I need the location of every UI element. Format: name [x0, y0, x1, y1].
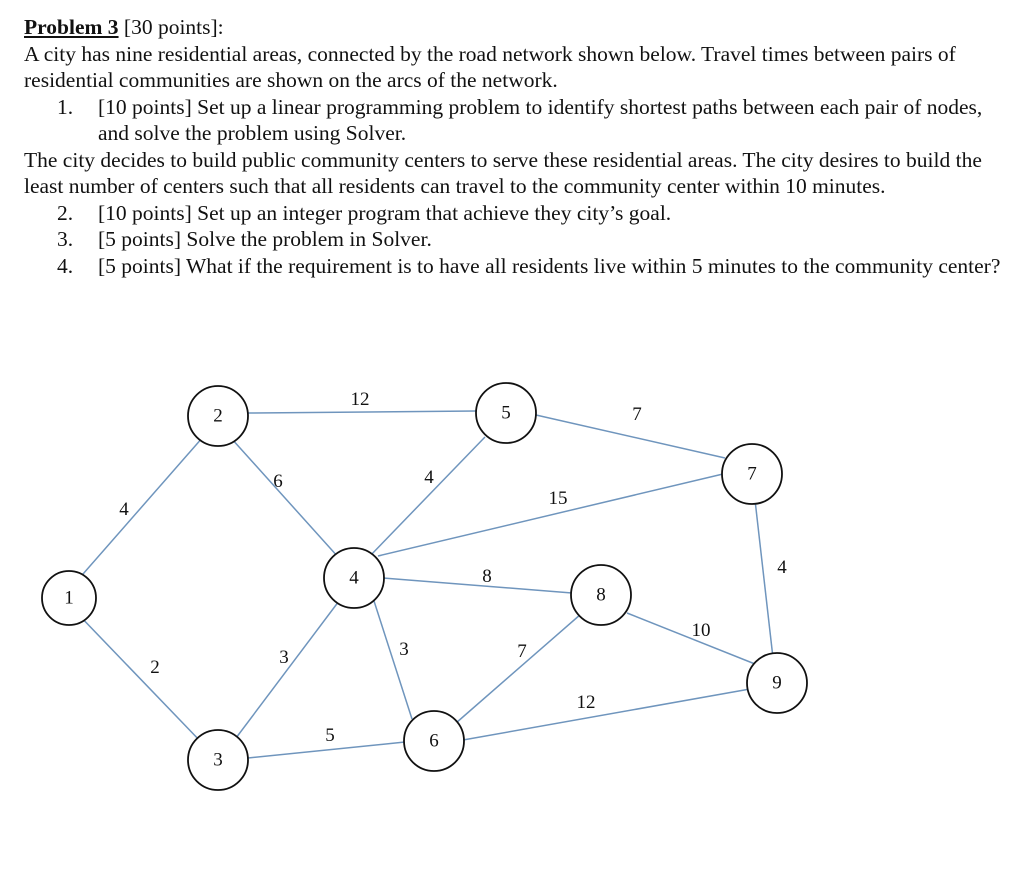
question-text: [10 points] Set up an integer program that achieve they city’s goal.: [98, 200, 672, 225]
question-text: [5 points] What if the requirement is to have all residents live within 5 minutes to the community center?: [98, 253, 1001, 278]
node-label: 4: [349, 567, 359, 589]
edge-weight-1-2: 4: [119, 499, 129, 520]
edge-weight-5-7: 7: [632, 404, 642, 425]
edge-weight-7-9: 4: [777, 557, 787, 578]
node-4: [324, 548, 384, 608]
edge-3-4: [236, 601, 339, 738]
question-number: 2.: [57, 200, 74, 225]
question-number: 3.: [57, 227, 74, 251]
node-5: [476, 383, 536, 443]
edge-weight-4-5: 4: [424, 467, 434, 488]
edge-6-9: [463, 689, 750, 740]
edge-weight-1-3: 2: [150, 657, 160, 678]
middle-paragraph: The city decides to build public community centers to serve these residential areas. The city desires to build the least number of centers such that all residents can travel to the community center within 10 minutes.: [24, 147, 982, 198]
edge-weight-8-9: 10: [691, 620, 711, 641]
question-text: [5 points] Solve the problem in Solver.: [98, 227, 432, 251]
question-number: 4.: [57, 253, 74, 278]
node-label: 8: [596, 584, 606, 606]
node-label: 9: [772, 672, 782, 694]
question-text: [10 points] Set up a linear programming problem to identify shortest paths between each pair of nodes, and solve the problem using Solver.: [98, 94, 983, 145]
edge-weight-4-6: 3: [399, 639, 409, 660]
node-label: 6: [429, 730, 439, 752]
edge-weight-6-8: 7: [517, 641, 527, 662]
node-8: [571, 565, 631, 625]
node-2: [188, 386, 248, 446]
intro-paragraph: A city has nine residential areas, connected by the road network shown below. Travel times between pairs of residential communities are shown on the arcs of the network.: [24, 41, 956, 92]
node-1: [42, 571, 96, 625]
node-label: 1: [64, 587, 74, 609]
node-label: 5: [501, 402, 511, 424]
edge-4-6: [374, 601, 412, 719]
problem-points: [30 points]:: [118, 15, 224, 39]
edge-weight-4-7: 15: [548, 488, 568, 509]
edge-4-8: [383, 578, 572, 593]
problem-label: Problem 3: [24, 15, 119, 39]
edge-5-7: [536, 415, 725, 458]
node-7: [722, 444, 782, 504]
node-label: 7: [747, 463, 757, 485]
node-label: 3: [213, 749, 223, 771]
edge-weight-2-4: 6: [273, 471, 283, 492]
edge-1-3: [76, 612, 203, 744]
edge-2-5: [248, 411, 476, 413]
node-6: [404, 711, 464, 771]
edge-weight-4-8: 8: [482, 566, 492, 587]
edge-1-2: [76, 437, 203, 582]
edge-weight-6-9: 12: [576, 692, 596, 713]
edge-4-5: [368, 437, 485, 558]
node-9: [747, 653, 807, 713]
node-label: 2: [213, 405, 223, 427]
edge-weight-2-5: 12: [350, 389, 370, 410]
edge-weight-3-6: 5: [325, 725, 335, 746]
edge-7-9: [755, 500, 773, 658]
edge-6-8: [456, 614, 581, 723]
edge-weight-3-4: 3: [279, 647, 289, 668]
node-3: [188, 730, 248, 790]
question-number: 1.: [57, 94, 74, 119]
edge-2-4: [231, 438, 339, 558]
